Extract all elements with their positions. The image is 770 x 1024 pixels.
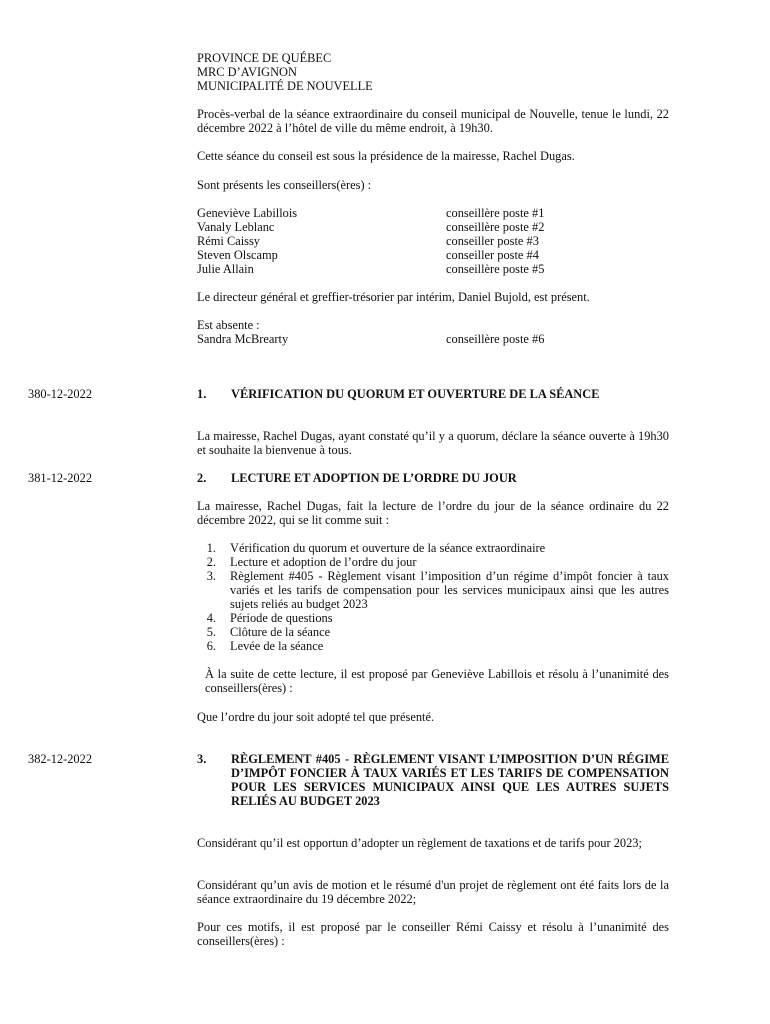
member-post: conseillère poste #2 — [446, 220, 545, 234]
agenda-item-text: Clôture de la séance — [230, 625, 331, 639]
member-post: conseiller poste #3 — [446, 234, 539, 248]
absent-name: Sandra McBrearty — [197, 332, 289, 346]
section-number: 1. — [197, 387, 207, 401]
member-post: conseiller poste #4 — [446, 248, 539, 262]
agenda-item-text: Règlement #405 - Règlement visant l’imposition d’un régime d’impôt foncier à taux variés et les tarifs de compensation pour les services municipaux ainsi que les autres sujets reliés au budget 2023 — [230, 569, 669, 611]
resolution-number: 380-12-2022 — [28, 387, 93, 401]
header-province: PROVINCE DE QUÉBEC — [197, 51, 332, 65]
agenda-item — [197, 611, 669, 625]
agenda-item-number: 6. — [206, 639, 216, 653]
agenda-item — [197, 569, 669, 611]
member-post: conseillère poste #5 — [446, 262, 545, 276]
agenda-item-text: Période de questions — [230, 611, 333, 625]
member-name: Vanaly Leblanc — [197, 220, 275, 234]
agenda-item-number: 1. — [206, 541, 216, 555]
section-title: RÈGLEMENT #405 - RÈGLEMENT VISANT L’IMPOSITION D’UN RÉGIME D’IMPÔT FONCIER À TAUX VARIÉS ET LES TARIFS DE COMPENSATION POUR LES SERVICES MUNICIPAUX AINSI QUE LES AUTRES SUJETS RELIÉS AU BUDGET 2023 — [231, 752, 669, 808]
section-number: 3. — [197, 752, 207, 766]
member-post: conseillère poste #1 — [446, 206, 545, 220]
resolution-number: 381-12-2022 — [28, 471, 93, 485]
section-title: VÉRIFICATION DU QUORUM ET OUVERTURE DE LA SÉANCE — [231, 387, 600, 401]
presidence-text: Cette séance du conseil est sous la présidence de la mairesse, Rachel Dugas. — [197, 149, 575, 163]
agenda-item-number: 5. — [206, 625, 216, 639]
resolution-number: 382-12-2022 — [28, 752, 93, 766]
section-paragraph: La mairesse, Rachel Dugas, ayant constaté qu’il y a quorum, déclare la séance ouverte à 19h30 et souhaite la bienvenue à tous. — [197, 429, 669, 457]
absent-post: conseillère poste #6 — [446, 332, 545, 346]
member-row — [197, 206, 669, 220]
agenda-list — [197, 541, 669, 653]
member-row — [197, 248, 669, 262]
section-title: LECTURE ET ADOPTION DE L’ORDRE DU JOUR — [231, 471, 517, 485]
section-paragraph: À la suite de cette lecture, il est proposé par Geneviève Labillois et résolu à l’unanimité des conseillers(ères) : — [205, 667, 669, 695]
section-paragraph: Que l’ordre du jour soit adopté tel que présenté. — [197, 710, 435, 724]
agenda-item-number: 4. — [206, 611, 216, 625]
member-name: Geneviève Labillois — [197, 206, 298, 220]
presents-label: Sont présents les conseillers(ères) : — [197, 178, 372, 192]
member-row — [197, 234, 669, 248]
agenda-item-text: Lecture et adoption de l’ordre du jour — [230, 555, 417, 569]
section-paragraph: Considérant qu’un avis de motion et le résumé d'un projet de règlement ont été faits lors de la séance extraordinaire du 19 décembre 2022; — [197, 878, 669, 906]
header-mrc: MRC D’AVIGNON — [197, 65, 297, 79]
member-row — [197, 220, 669, 234]
director-text: Le directeur général et greffier-trésorier par intérim, Daniel Bujold, est présent. — [197, 290, 590, 304]
section-paragraph: Pour ces motifs, il est proposé par le conseiller Rémi Caissy et résolu à l’unanimité des conseillers(ères) : — [197, 920, 669, 948]
agenda-item-text: Levée de la séance — [230, 639, 324, 653]
agenda-item-text: Vérification du quorum et ouverture de la séance extraordinaire — [230, 541, 546, 555]
member-name: Steven Olscamp — [197, 248, 278, 262]
document-header — [197, 51, 669, 93]
absent-row — [197, 332, 669, 346]
agenda-item-number: 2. — [206, 555, 216, 569]
agenda-item-number: 3. — [206, 569, 216, 583]
minutes-intro: Procès-verbal de la séance extraordinaire du conseil municipal de Nouvelle, tenue le lundi, 22 décembre 2022 à l’hôtel de ville du même endroit, à 19h30. — [197, 107, 669, 135]
section-paragraph: Considérant qu’il est opportun d’adopter un règlement de taxations et de tarifs pour 2023; — [197, 836, 642, 850]
header-municipality: MUNICIPALITÉ DE NOUVELLE — [197, 79, 373, 93]
absent-block — [197, 318, 669, 346]
member-row — [197, 262, 669, 276]
section-number: 2. — [197, 471, 207, 485]
agenda-item — [197, 639, 669, 653]
agenda-item — [197, 625, 669, 639]
member-name: Rémi Caissy — [197, 234, 260, 248]
member-name: Julie Allain — [197, 262, 254, 276]
absent-label: Est absente : — [197, 318, 260, 332]
agenda-item — [197, 541, 669, 555]
members-list — [197, 206, 669, 276]
section-paragraph: La mairesse, Rachel Dugas, fait la lecture de l’ordre du jour de la séance ordinaire du 22 décembre 2022, qui se lit comme suit : — [197, 499, 669, 527]
agenda-item — [197, 555, 669, 569]
